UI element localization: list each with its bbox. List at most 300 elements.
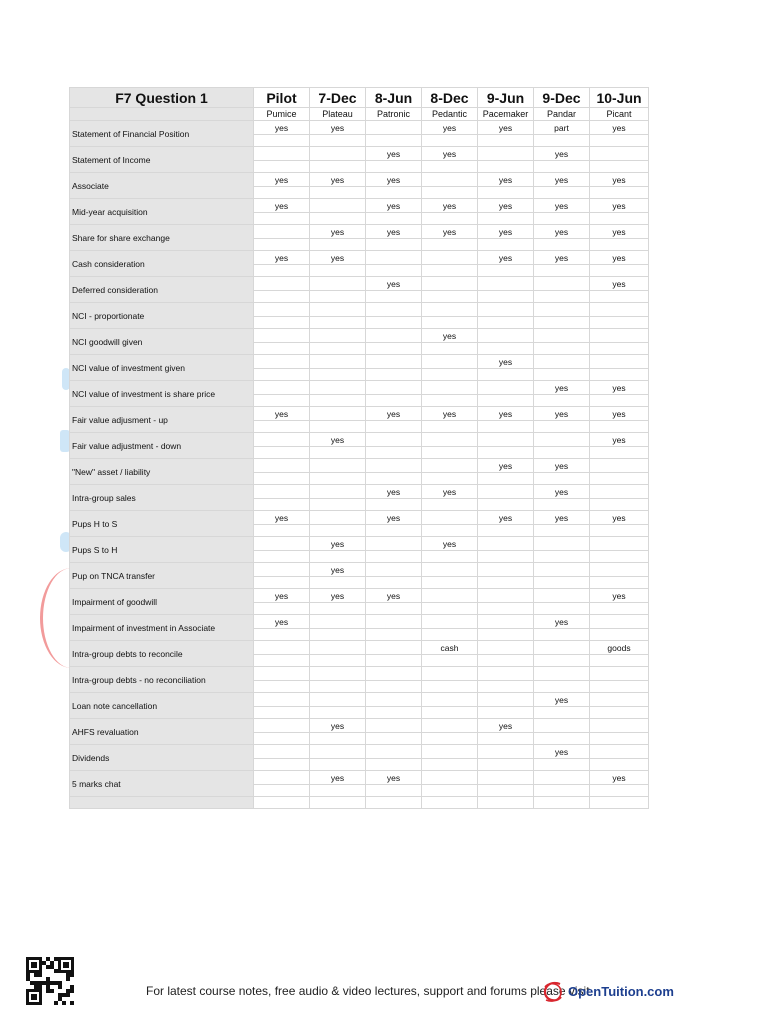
topic-cell	[366, 719, 422, 733]
topic-cell: yes	[590, 407, 649, 421]
topic-cell: yes	[422, 407, 478, 421]
spacer-cell	[590, 759, 649, 771]
spacer-cell	[366, 395, 422, 407]
exam-topics-table	[69, 87, 649, 809]
table-row	[70, 719, 649, 733]
topic-cell: yes	[310, 225, 366, 239]
topic-cell: yes	[590, 251, 649, 265]
topic-cell: yes	[254, 199, 310, 213]
topic-cell	[422, 693, 478, 707]
spacer-cell	[254, 265, 310, 277]
topic-label: Dividends	[70, 745, 254, 771]
topic-cell: yes	[534, 511, 590, 525]
table-row	[70, 355, 649, 369]
table-row	[70, 329, 649, 343]
topic-cell	[590, 719, 649, 733]
table-row	[70, 147, 649, 161]
spacer-cell	[478, 239, 534, 251]
spacer-cell	[366, 525, 422, 537]
topic-cell: yes	[534, 693, 590, 707]
spacer-cell	[534, 161, 590, 173]
spacer-cell	[254, 343, 310, 355]
spacer-cell	[366, 291, 422, 303]
spacer-cell	[310, 265, 366, 277]
spacer-cell	[310, 603, 366, 615]
spacer-cell	[254, 499, 310, 511]
spacer-cell	[422, 525, 478, 537]
topic-label: "New" asset / liability	[70, 459, 254, 485]
spacer-cell	[478, 629, 534, 641]
sitting-header: 10-Jun	[590, 88, 649, 108]
spacer-cell	[534, 629, 590, 641]
topic-cell: yes	[310, 121, 366, 135]
topic-cell	[422, 433, 478, 447]
topic-cell	[310, 199, 366, 213]
topic-cell	[254, 693, 310, 707]
topic-cell	[310, 615, 366, 629]
spacer-cell	[366, 239, 422, 251]
topic-cell: yes	[534, 615, 590, 629]
topic-cell: yes	[366, 173, 422, 187]
spacer-cell	[366, 733, 422, 745]
spacer-cell	[310, 785, 366, 797]
spacer-cell	[590, 733, 649, 745]
topic-label: Intra-group sales	[70, 485, 254, 511]
spacer-cell	[366, 265, 422, 277]
spacer-cell	[422, 473, 478, 485]
topic-cell	[254, 641, 310, 655]
spacer-cell	[534, 655, 590, 667]
topic-cell	[310, 303, 366, 317]
spacer-cell	[254, 447, 310, 459]
topic-cell	[254, 329, 310, 343]
spacer-cell	[310, 369, 366, 381]
spacer-cell	[422, 213, 478, 225]
spacer-cell	[422, 707, 478, 719]
spacer-cell	[478, 421, 534, 433]
header-spacer	[70, 108, 254, 121]
spacer-cell	[422, 369, 478, 381]
topic-cell	[478, 277, 534, 291]
spacer-cell	[422, 187, 478, 199]
spacer-cell	[590, 473, 649, 485]
spacer-cell	[422, 421, 478, 433]
spacer-cell	[310, 135, 366, 147]
topic-cell	[254, 485, 310, 499]
spacer-cell	[366, 707, 422, 719]
topic-cell	[310, 329, 366, 343]
topic-cell: yes	[310, 251, 366, 265]
topic-cell: yes	[366, 589, 422, 603]
opentuition-swirl-icon	[540, 980, 566, 1004]
spacer-cell	[254, 187, 310, 199]
spacer-cell	[422, 291, 478, 303]
topic-cell	[478, 615, 534, 629]
spacer-cell	[590, 291, 649, 303]
topic-cell: yes	[478, 355, 534, 369]
spacer-cell	[422, 681, 478, 693]
sitting-header: 8-Jun	[366, 88, 422, 108]
spacer-cell	[366, 577, 422, 589]
topic-cell	[422, 303, 478, 317]
spacer-cell	[534, 239, 590, 251]
topic-cell	[254, 355, 310, 369]
spacer-cell	[366, 629, 422, 641]
spacer-cell	[254, 733, 310, 745]
topic-cell	[310, 147, 366, 161]
spacer-cell	[478, 187, 534, 199]
spacer-cell	[366, 369, 422, 381]
topic-cell: yes	[478, 199, 534, 213]
table-row	[70, 225, 649, 239]
topic-label: Share for share exchange	[70, 225, 254, 251]
topic-cell: part	[534, 121, 590, 135]
topic-cell	[534, 563, 590, 577]
company-name: Pandar	[534, 108, 590, 121]
topic-cell	[254, 667, 310, 681]
topic-cell: yes	[534, 225, 590, 239]
spacer-cell	[310, 291, 366, 303]
topic-cell: yes	[590, 225, 649, 239]
topic-cell	[590, 563, 649, 577]
spacer-cell	[254, 629, 310, 641]
topic-cell	[478, 485, 534, 499]
company-name: Pedantic	[422, 108, 478, 121]
qr-code-icon	[26, 957, 74, 1005]
spacer-cell	[590, 551, 649, 563]
spacer-cell	[254, 525, 310, 537]
topic-cell	[366, 121, 422, 135]
topic-cell	[478, 641, 534, 655]
spacer-cell	[366, 317, 422, 329]
spacer-cell	[422, 317, 478, 329]
topic-cell	[590, 537, 649, 551]
topic-cell: yes	[254, 407, 310, 421]
table-row	[70, 303, 649, 317]
topic-cell	[534, 277, 590, 291]
topic-cell	[478, 693, 534, 707]
spacer-cell	[422, 499, 478, 511]
topic-cell	[366, 693, 422, 707]
company-name: Patronic	[366, 108, 422, 121]
topic-label: Cash consideration	[70, 251, 254, 277]
topic-cell	[590, 303, 649, 317]
spacer-cell	[590, 785, 649, 797]
table-row	[70, 563, 649, 577]
topic-label: Intra-group debts to reconcile	[70, 641, 254, 667]
spacer-cell	[534, 759, 590, 771]
table-row	[70, 407, 649, 421]
spacer-cell	[254, 707, 310, 719]
topic-cell	[422, 277, 478, 291]
sitting-header: 9-Dec	[534, 88, 590, 108]
spacer-cell	[534, 369, 590, 381]
topic-cell: goods	[590, 641, 649, 655]
spacer-cell	[478, 733, 534, 745]
spacer-cell	[590, 317, 649, 329]
spacer-cell	[366, 473, 422, 485]
topic-cell: yes	[590, 173, 649, 187]
topic-cell	[310, 381, 366, 395]
topic-cell	[366, 329, 422, 343]
topic-cell: yes	[534, 147, 590, 161]
topic-cell	[478, 563, 534, 577]
spacer-cell	[590, 239, 649, 251]
spacer-cell	[422, 577, 478, 589]
topic-cell: yes	[366, 277, 422, 291]
topic-cell	[366, 433, 422, 447]
end-cell	[478, 797, 534, 809]
spacer-cell	[534, 265, 590, 277]
topic-cell	[254, 459, 310, 473]
topic-cell	[366, 563, 422, 577]
topic-cell	[534, 303, 590, 317]
topic-cell	[534, 667, 590, 681]
topic-cell	[422, 719, 478, 733]
spacer-cell	[590, 655, 649, 667]
spacer-cell	[254, 369, 310, 381]
spacer-cell	[254, 759, 310, 771]
table-row-end	[70, 797, 649, 809]
topic-cell	[478, 147, 534, 161]
spacer-cell	[534, 473, 590, 485]
spacer-cell	[422, 135, 478, 147]
end-cell	[366, 797, 422, 809]
spacer-cell	[534, 733, 590, 745]
sitting-header: 9-Jun	[478, 88, 534, 108]
topic-cell	[478, 329, 534, 343]
spacer-cell	[366, 161, 422, 173]
topic-cell	[478, 771, 534, 785]
topic-cell	[254, 381, 310, 395]
topic-cell: yes	[422, 147, 478, 161]
spacer-cell	[534, 499, 590, 511]
topic-cell	[590, 745, 649, 759]
spacer-cell	[310, 473, 366, 485]
spacer-cell	[534, 343, 590, 355]
spacer-cell	[366, 785, 422, 797]
spacer-cell	[590, 499, 649, 511]
spacer-cell	[478, 291, 534, 303]
spacer-cell	[310, 317, 366, 329]
topic-cell	[254, 745, 310, 759]
spacer-cell	[254, 603, 310, 615]
spacer-cell	[478, 551, 534, 563]
topic-cell	[366, 381, 422, 395]
spacer-cell	[422, 239, 478, 251]
topic-cell: yes	[590, 589, 649, 603]
table-row	[70, 641, 649, 655]
topic-cell	[422, 589, 478, 603]
topic-cell: yes	[422, 199, 478, 213]
topic-cell	[366, 355, 422, 369]
spacer-cell	[590, 681, 649, 693]
table-row	[70, 199, 649, 213]
spacer-cell	[478, 681, 534, 693]
table-body	[70, 121, 649, 809]
spacer-cell	[590, 421, 649, 433]
topic-cell	[534, 329, 590, 343]
spacer-cell	[422, 733, 478, 745]
topic-label: Fair value adjustment - down	[70, 433, 254, 459]
spacer-cell	[310, 733, 366, 745]
spacer-cell	[590, 577, 649, 589]
opentuition-link[interactable]	[540, 980, 674, 1004]
spacer-cell	[366, 343, 422, 355]
topic-cell	[590, 693, 649, 707]
topic-cell: yes	[534, 251, 590, 265]
spacer-cell	[254, 473, 310, 485]
topic-label: Fair value adjusment - up	[70, 407, 254, 433]
topic-cell	[254, 147, 310, 161]
topic-cell: yes	[366, 771, 422, 785]
table-row	[70, 589, 649, 603]
spacer-cell	[478, 577, 534, 589]
spacer-cell	[478, 213, 534, 225]
topic-cell	[254, 433, 310, 447]
spacer-cell	[478, 317, 534, 329]
topic-cell	[422, 459, 478, 473]
spacer-cell	[534, 421, 590, 433]
spacer-cell	[534, 291, 590, 303]
table-title: F7 Question 1	[70, 88, 254, 108]
spacer-cell	[254, 213, 310, 225]
topic-cell	[366, 537, 422, 551]
topic-cell: cash	[422, 641, 478, 655]
spacer-cell	[534, 525, 590, 537]
topic-cell: yes	[534, 745, 590, 759]
spacer-cell	[590, 187, 649, 199]
table-row	[70, 251, 649, 265]
topic-cell: yes	[478, 459, 534, 473]
topic-cell: yes	[534, 199, 590, 213]
topic-cell: yes	[590, 199, 649, 213]
topic-cell: yes	[310, 563, 366, 577]
spacer-cell	[534, 577, 590, 589]
topic-cell	[310, 485, 366, 499]
spacer-cell	[422, 343, 478, 355]
spacer-cell	[310, 161, 366, 173]
topic-label: Pups S to H	[70, 537, 254, 563]
topic-cell: yes	[366, 225, 422, 239]
table-row	[70, 693, 649, 707]
brand-name: OpenTuition.com	[568, 984, 674, 999]
topic-cell: yes	[590, 511, 649, 525]
topic-label: Impairment of goodwill	[70, 589, 254, 615]
topic-cell	[590, 459, 649, 473]
spacer-cell	[310, 629, 366, 641]
spacer-cell	[422, 447, 478, 459]
topic-label: Impairment of investment in Associate	[70, 615, 254, 641]
topic-cell	[310, 745, 366, 759]
spacer-cell	[310, 239, 366, 251]
spacer-cell	[478, 499, 534, 511]
spacer-cell	[478, 447, 534, 459]
spacer-cell	[422, 629, 478, 641]
spacer-cell	[366, 213, 422, 225]
topic-cell	[366, 615, 422, 629]
spacer-cell	[534, 681, 590, 693]
sitting-header: Pilot	[254, 88, 310, 108]
end-cell	[422, 797, 478, 809]
topic-label: Statement of Financial Position	[70, 121, 254, 147]
spacer-cell	[310, 343, 366, 355]
topic-label: NCI goodwill given	[70, 329, 254, 355]
topic-cell: yes	[254, 589, 310, 603]
topic-cell	[310, 407, 366, 421]
topic-cell	[422, 381, 478, 395]
spacer-cell	[478, 473, 534, 485]
topic-cell: yes	[366, 199, 422, 213]
topic-cell	[590, 147, 649, 161]
topic-label: Loan note cancellation	[70, 693, 254, 719]
topic-cell	[310, 355, 366, 369]
topic-cell: yes	[478, 173, 534, 187]
topic-cell: yes	[366, 485, 422, 499]
spacer-cell	[478, 525, 534, 537]
spacer-cell	[534, 187, 590, 199]
spacer-cell	[534, 785, 590, 797]
topic-cell	[254, 537, 310, 551]
spacer-cell	[422, 785, 478, 797]
topic-cell: yes	[422, 225, 478, 239]
spacer-cell	[422, 395, 478, 407]
topic-cell: yes	[534, 459, 590, 473]
spacer-cell	[534, 603, 590, 615]
topic-cell	[310, 693, 366, 707]
topic-cell	[534, 719, 590, 733]
topic-cell	[478, 303, 534, 317]
topic-label: Pup on TNCA transfer	[70, 563, 254, 589]
topic-cell	[254, 771, 310, 785]
topic-cell	[478, 589, 534, 603]
topic-cell: yes	[310, 719, 366, 733]
topic-cell	[254, 277, 310, 291]
spacer-cell	[590, 395, 649, 407]
topic-label: Associate	[70, 173, 254, 199]
spacer-cell	[478, 759, 534, 771]
spacer-cell	[310, 681, 366, 693]
topic-cell: yes	[422, 121, 478, 135]
topic-cell: yes	[310, 771, 366, 785]
spacer-cell	[254, 421, 310, 433]
topic-cell: yes	[478, 225, 534, 239]
topic-cell: yes	[478, 121, 534, 135]
company-name: Pacemaker	[478, 108, 534, 121]
topic-label: Pups H to S	[70, 511, 254, 537]
spacer-cell	[422, 655, 478, 667]
topic-cell	[534, 771, 590, 785]
spacer-cell	[310, 525, 366, 537]
spacer-cell	[590, 525, 649, 537]
spacer-cell	[534, 317, 590, 329]
topic-cell: yes	[422, 537, 478, 551]
spacer-cell	[366, 603, 422, 615]
topic-label: Intra-group debts - no reconciliation	[70, 667, 254, 693]
topic-cell	[590, 329, 649, 343]
topic-cell: yes	[310, 589, 366, 603]
spacer-cell	[590, 369, 649, 381]
end-cell	[310, 797, 366, 809]
topic-cell: yes	[534, 173, 590, 187]
spacer-cell	[254, 681, 310, 693]
table-row	[70, 771, 649, 785]
topic-cell: yes	[590, 381, 649, 395]
spacer-cell	[254, 239, 310, 251]
topic-cell: yes	[590, 277, 649, 291]
spacer-cell	[534, 447, 590, 459]
table-row	[70, 485, 649, 499]
